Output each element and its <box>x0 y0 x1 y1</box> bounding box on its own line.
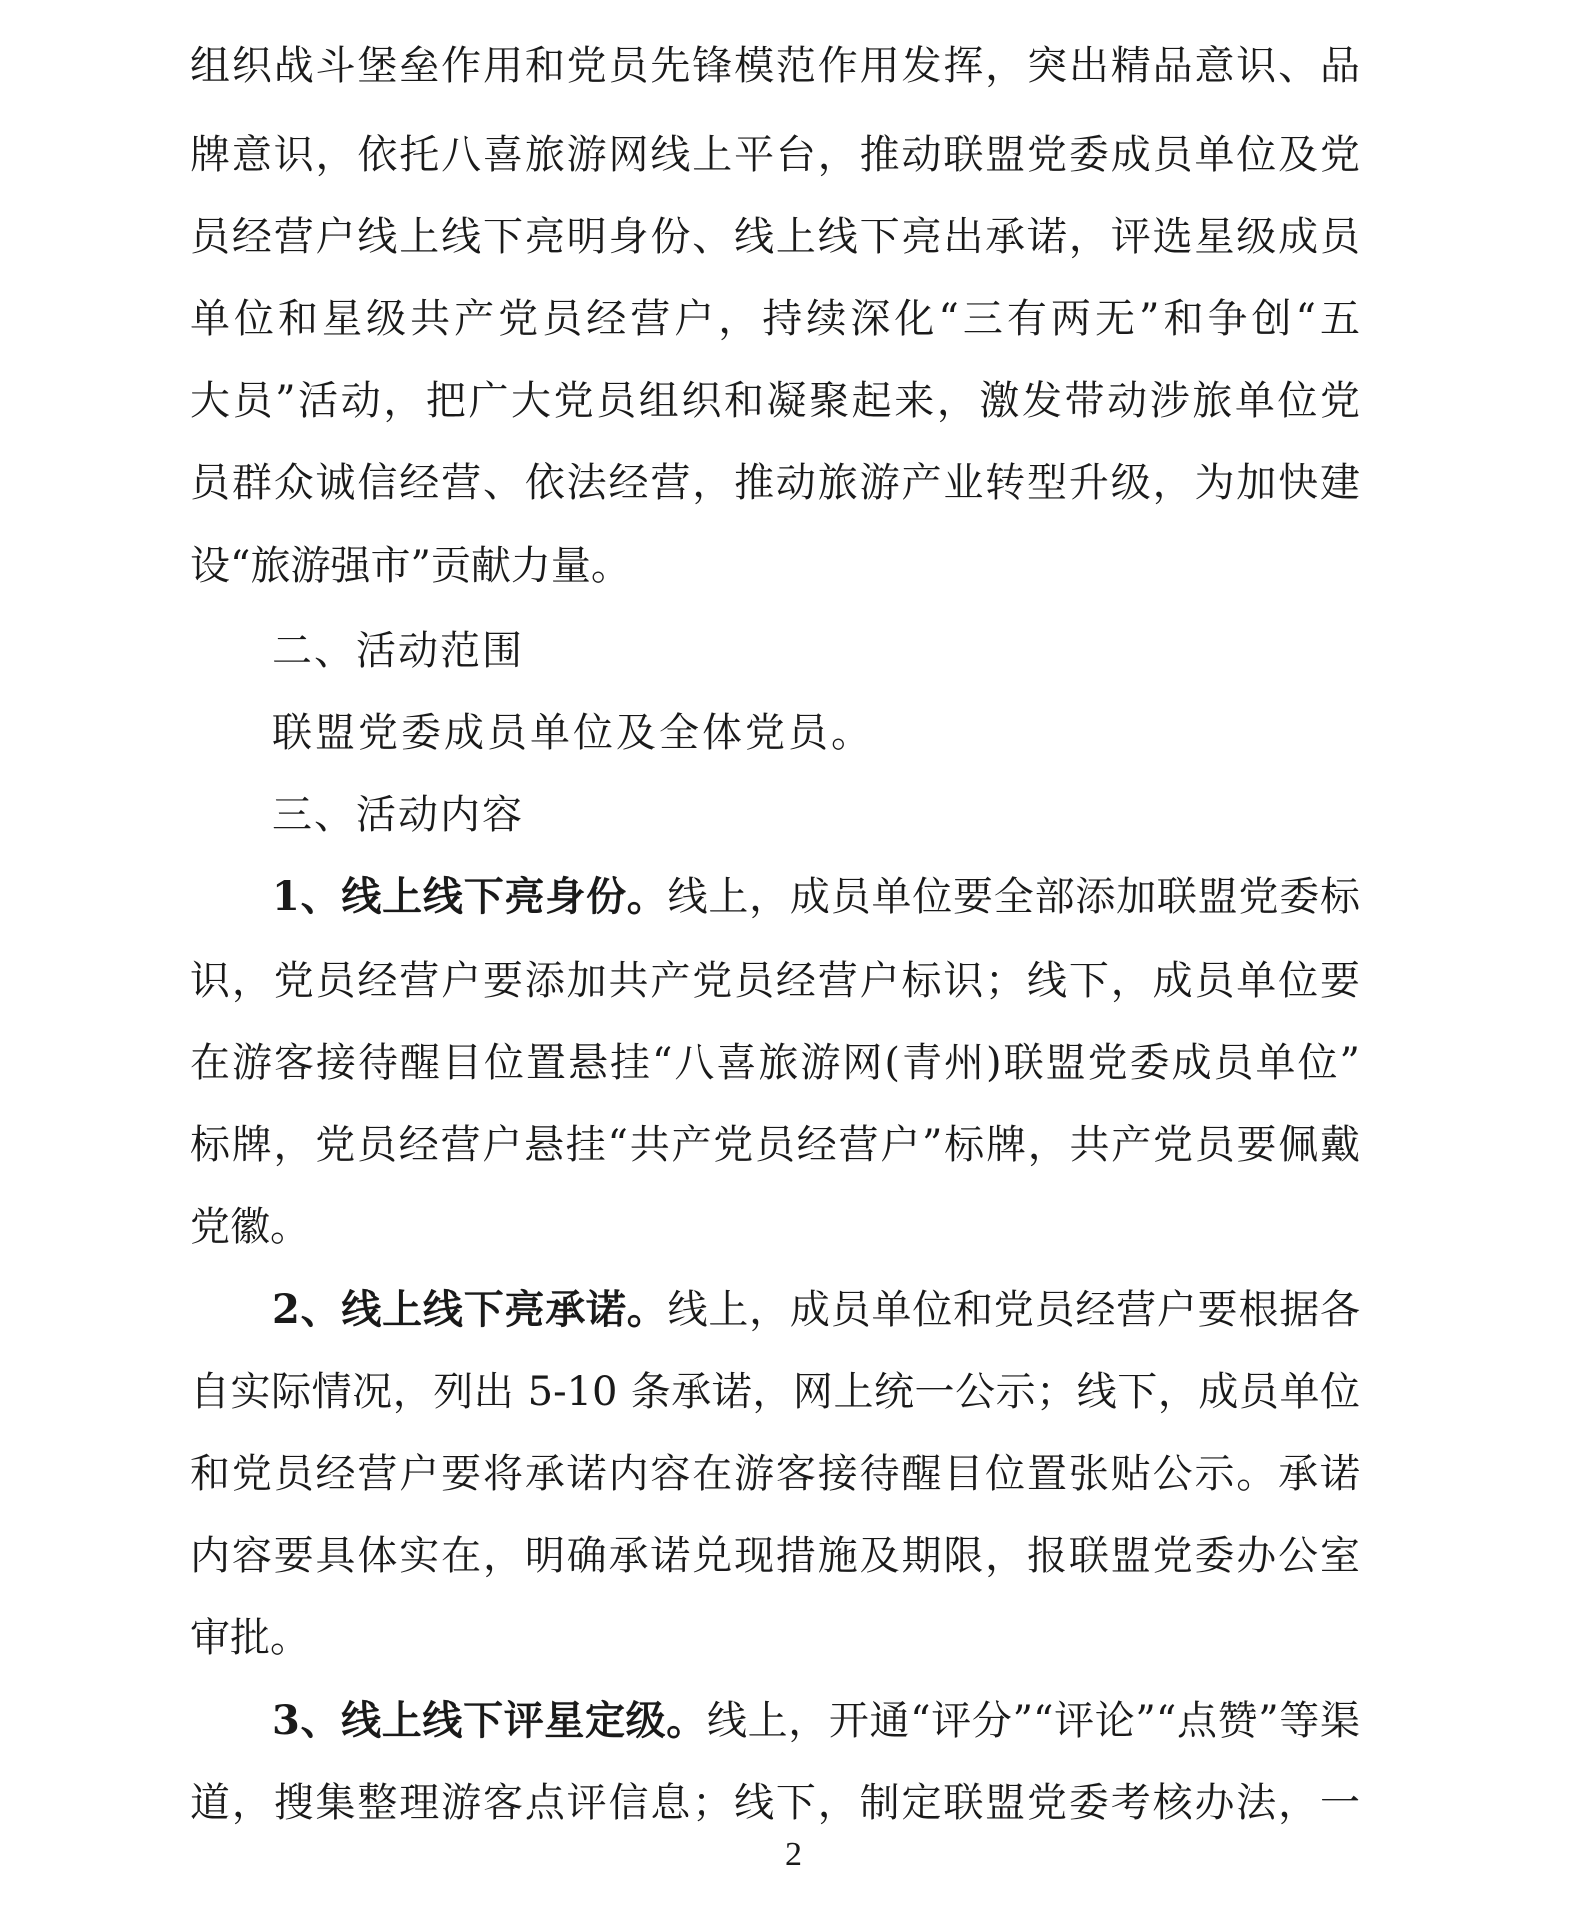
paragraph-line: 组织战斗堡垒作用和党员先锋模范作用发挥，突出精品意识、品 <box>190 43 1360 89</box>
item-2-title: 2、线上线下亮承诺。 <box>272 1286 668 1333</box>
item-2-text: 线上，成员单位和党员经营户要根据各 <box>667 1287 1360 1333</box>
paragraph-line: 牌意识，依托八喜旅游网线上平台，推动联盟党委成员单位及党 <box>190 132 1360 178</box>
item-1-text: 线上，成员单位要全部添加联盟党委标 <box>667 874 1360 920</box>
paragraph-line: 审批。 <box>190 1615 310 1661</box>
item-3-text: 线上，开通“评分”“评论”“点赞”等渠 <box>706 1698 1360 1744</box>
page-number: 2 <box>785 1836 802 1873</box>
item-1-title: 1、线上线下亮身份。 <box>272 873 668 920</box>
section-heading-scope: 二、活动范围 <box>272 628 524 674</box>
scope-text: 联盟党委成员单位及全体党员。 <box>272 710 874 756</box>
paragraph-line: 员经营户线上线下亮明身份、线上线下亮出承诺，评选星级成员 <box>190 214 1360 260</box>
paragraph-line: 道，搜集整理游客点评信息；线下，制定联盟党委考核办法，一 <box>190 1780 1360 1826</box>
item-1-first-line <box>272 867 1360 927</box>
paragraph-line: 大员”活动，把广大党员组织和凝聚起来，激发带动涉旅单位党 <box>190 378 1360 424</box>
paragraph-line: 标牌，党员经营户悬挂“共产党员经营户”标牌，共产党员要佩戴 <box>190 1122 1360 1168</box>
paragraph-line: 识，党员经营户要添加共产党员经营户标识；线下，成员单位要 <box>190 958 1360 1004</box>
item-2-first-line <box>272 1280 1360 1340</box>
item-3-first-line <box>272 1691 1360 1751</box>
paragraph-line: 设“旅游强市”贡献力量。 <box>190 543 631 589</box>
paragraph-line: 党徽。 <box>190 1204 310 1250</box>
paragraph-line: 在游客接待醒目位置悬挂“八喜旅游网(青州)联盟党委成员单位” <box>190 1040 1360 1086</box>
paragraph-line: 单位和星级共产党员经营户，持续深化“三有两无”和争创“五 <box>190 296 1360 342</box>
paragraph-line: 和党员经营户要将承诺内容在游客接待醒目位置张贴公示。承诺 <box>190 1451 1360 1497</box>
section-heading-content: 三、活动内容 <box>272 792 524 838</box>
paragraph-line: 内容要具体实在，明确承诺兑现措施及期限，报联盟党委办公室 <box>190 1533 1360 1579</box>
paragraph-line: 员群众诚信经营、依法经营，推动旅游产业转型升级，为加快建 <box>190 460 1360 506</box>
paragraph-line: 自实际情况，列出 5-10 条承诺，网上统一公示；线下，成员单位 <box>190 1369 1360 1415</box>
item-3-title: 3、线上线下评星定级。 <box>272 1697 707 1744</box>
